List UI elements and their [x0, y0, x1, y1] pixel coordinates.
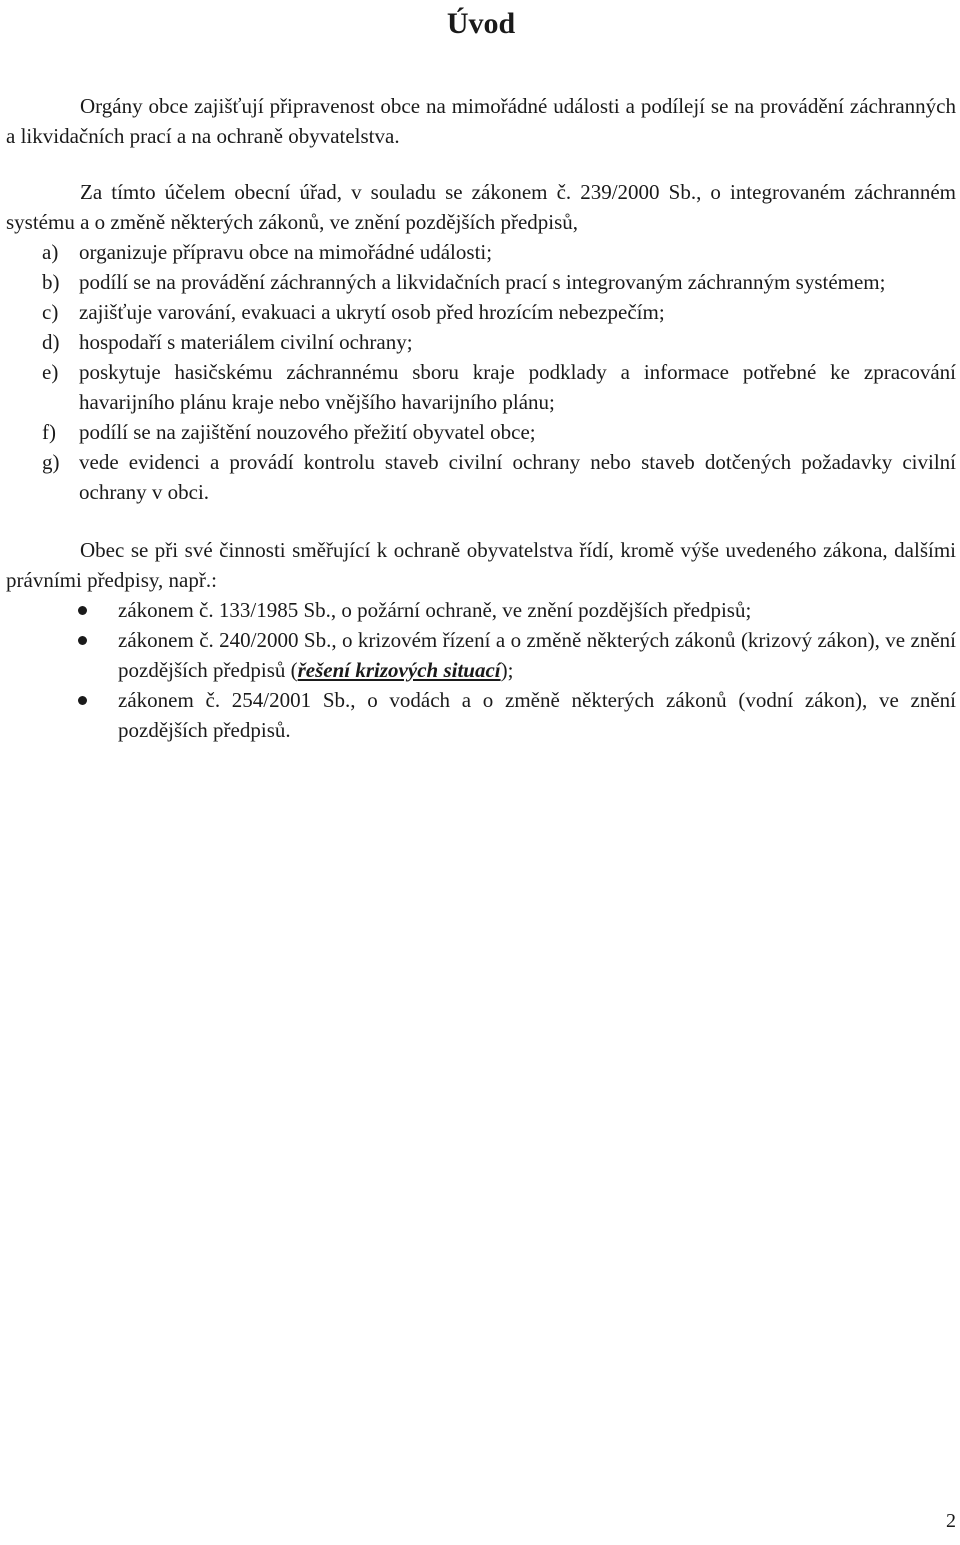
list-item-text: podílí se na zajištění nouzového přežití obyvatel obce; [79, 420, 536, 444]
list-item-text: hospodaří s materiálem civilní ochrany; [79, 330, 413, 354]
list-item-text: poskytuje hasičskému záchrannému sboru kraje podklady a informace potřebné ke zpracování havarijního plánu kraje nebo vnějšího havarijního plánu; [79, 360, 956, 414]
bullet-icon [78, 636, 87, 645]
intro-paragraph: Orgány obce zajišťují připravenost obce na mimořádné události a podílejí se na provádění záchranných a likvidačních prací a na ochraně obyvatelstva. [6, 94, 956, 148]
list-item [6, 447, 956, 507]
list-marker: e) [42, 360, 59, 384]
list-item-text: zákonem č. 133/1985 Sb., o požární ochraně, ve znění pozdějších předpisů; [118, 598, 752, 622]
laws-intro-paragraph: Obec se při své činnosti směřující k ochraně obyvatelstva řídí, kromě výše uvedeného zákona, dalšími právními předpisy, např.: [6, 538, 956, 592]
list-marker: d) [42, 330, 60, 354]
list-marker: f) [42, 420, 56, 444]
list-item-text-end: ); [500, 658, 514, 682]
list-marker: g) [42, 450, 60, 474]
list-marker: c) [42, 300, 59, 324]
duties-list [6, 237, 956, 507]
list-item-text: podílí se na provádění záchranných a likvidačních prací s integrovaným záchranným systémem; [79, 270, 886, 294]
list-item [6, 267, 956, 297]
list-item-text: zajišťuje varování, evakuaci a ukrytí osob před hrozícím nebezpečím; [79, 300, 665, 324]
laws-list [6, 595, 956, 745]
list-item [6, 327, 956, 357]
list-item [6, 417, 956, 447]
bullet-icon [78, 606, 87, 615]
list-item [6, 357, 956, 417]
purpose-paragraph: Za tímto účelem obecní úřad, v souladu se zákonem č. 239/2000 Sb., o integrovaném záchranném systému a o změně některých zákonů, ve znění pozdějších předpisů, [6, 180, 956, 234]
page-title: Úvod [446, 7, 516, 40]
list-item-text: zákonem č. 240/2000 Sb., o krizovém řízení a o změně některých zákonů (krizový zákon), ve znění pozdějších předpisů ( [118, 628, 956, 682]
list-item-text: zákonem č. 254/2001 Sb., o vodách a o změně některých zákonů (vodní zákon), ve znění pozdějších předpisů. [118, 688, 956, 742]
list-marker: a) [42, 240, 59, 264]
list-marker: b) [42, 270, 60, 294]
emphasized-text: řešení krizových situací [297, 658, 501, 682]
bullet-icon [78, 696, 87, 705]
list-item [6, 237, 956, 267]
list-item [6, 685, 956, 745]
list-item-text: organizuje přípravu obce na mimořádné události; [79, 240, 493, 264]
page-number: 2 [946, 1510, 956, 1532]
list-item [6, 595, 956, 625]
list-item [6, 297, 956, 327]
document-page [6, 0, 956, 745]
list-item-text: vede evidenci a provádí kontrolu staveb civilní ochrany nebo staveb dotčených požadavky civilní ochrany v obci. [79, 450, 956, 504]
list-item [6, 625, 956, 685]
